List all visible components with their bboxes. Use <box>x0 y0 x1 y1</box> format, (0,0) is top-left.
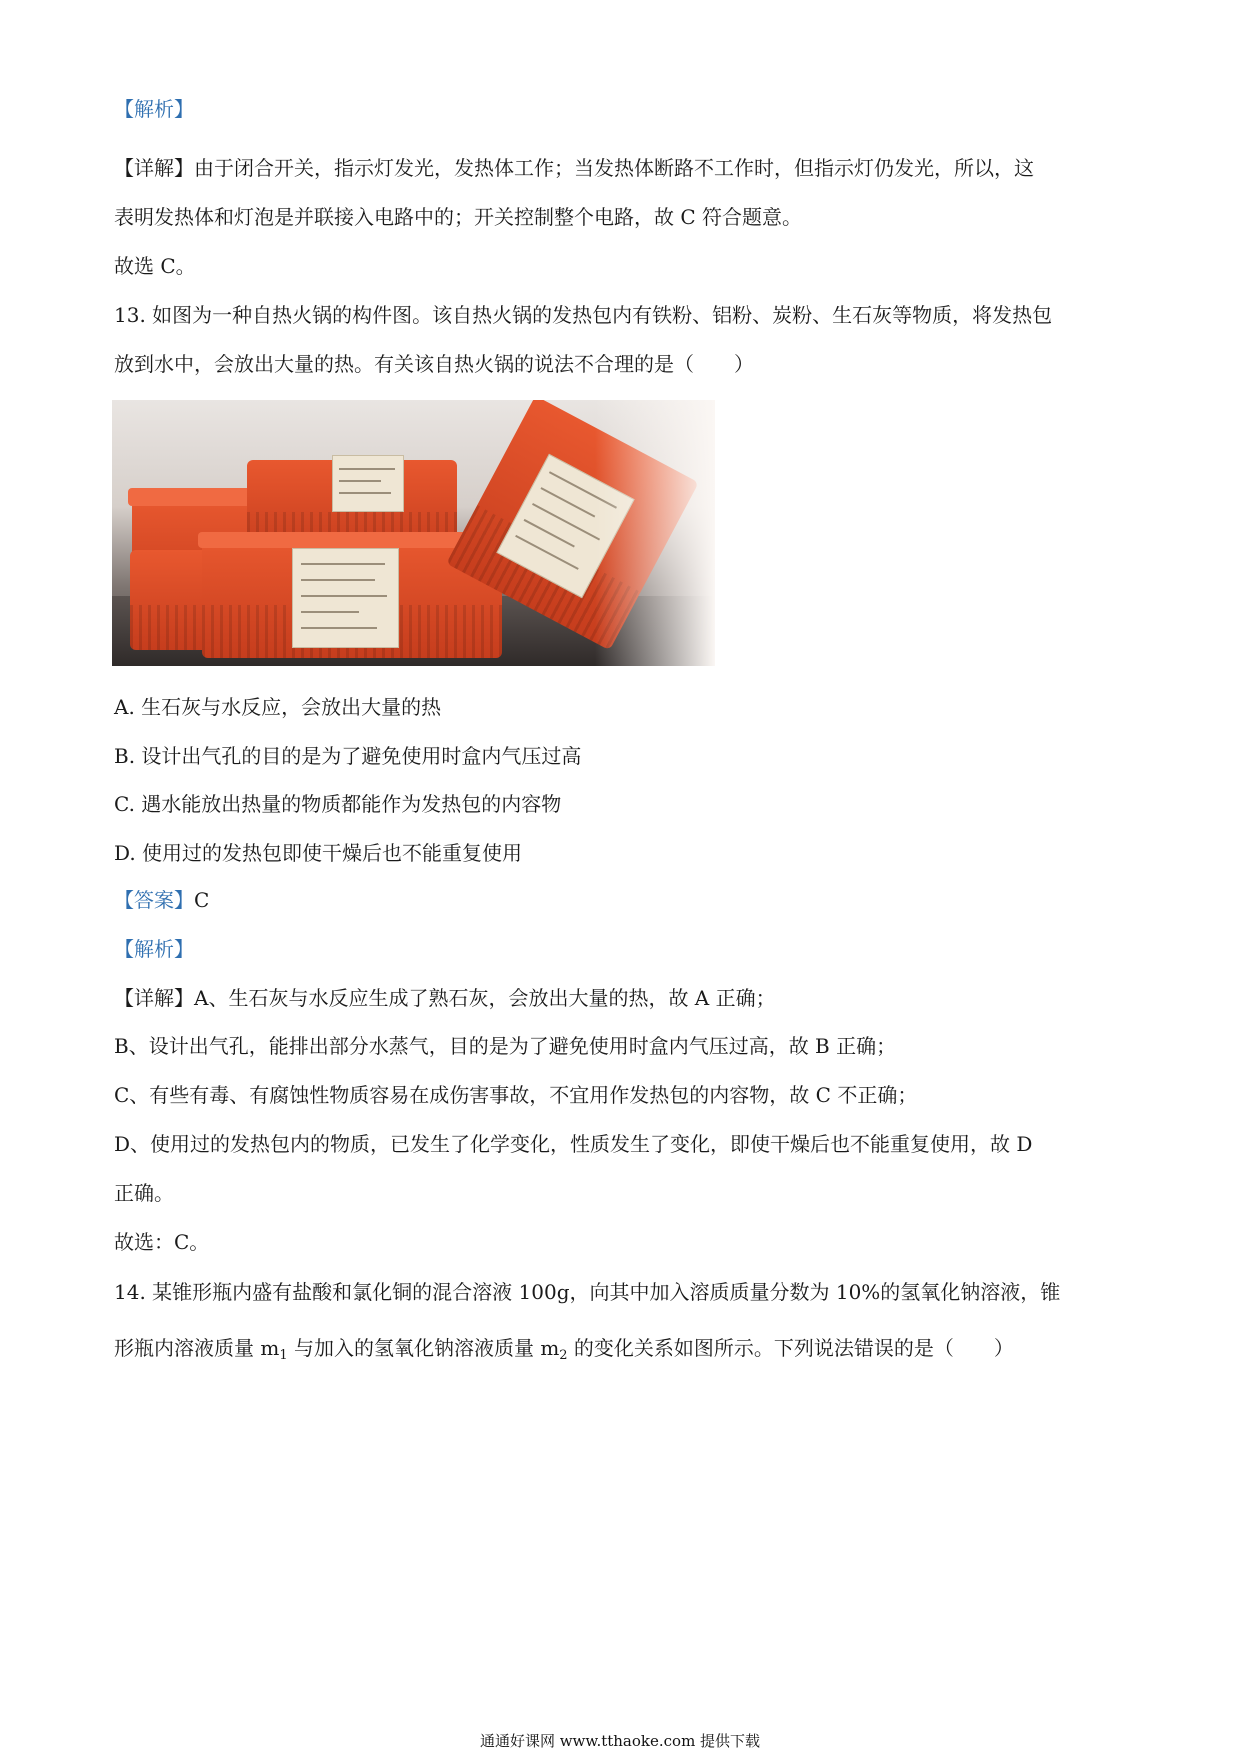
detail-label: 【详解】 <box>114 156 194 180</box>
page-footer: 通通好课网 www.tthaoke.com 提供下载 <box>479 1732 761 1750</box>
detail-line-1: 【详解】由于闭合开关，指示灯发光，发热体工作；当发热体断路不工作时，但指示灯仍发光，所以，这 <box>114 156 1034 180</box>
q13-detail-d-2: 正确。 <box>114 1181 174 1205</box>
q13-option-a: A. 生石灰与水反应，会放出大量的热 <box>114 695 442 719</box>
detail-line-2: 表明发热体和灯泡是并联接入电路中的；开关控制整个电路，故 C 符合题意。 <box>114 205 803 229</box>
detail-label: 【详解】 <box>114 986 194 1010</box>
subscript-1: 1 <box>279 1348 288 1363</box>
answer-label: 【答案】 <box>114 888 194 912</box>
q13-stem-line-2: 放到水中，会放出大量的热。有关该自热火锅的说法不合理的是（ ） <box>114 352 754 376</box>
answer-value: C <box>194 888 210 912</box>
self-heating-hotpot-photo <box>112 400 715 666</box>
q13-detail-b: B、设计出气孔，能排出部分水蒸气，目的是为了避免使用时盒内气压过高，故 B 正确； <box>114 1034 897 1058</box>
q14-stem-line-2: 形瓶内溶液质量 $m_1$ 与加入的氢氧化钠溶液质量 $m_2$ 的变化关系如图所示。下列说法错误的是（ ） <box>114 1336 1014 1363</box>
q13-detail-c: C、有些有毒、有腐蚀性物质容易在成伤害事故，不宜用作发热包的内容物，故 C 不正确； <box>114 1083 918 1107</box>
analysis-heading: 【解析】 <box>114 97 194 121</box>
q13-answer <box>114 884 1134 916</box>
q13-analysis-heading: 【解析】 <box>114 937 194 961</box>
product-label-front <box>292 548 399 648</box>
q13-option-d: D. 使用过的发热包即使干燥后也不能重复使用 <box>114 841 523 865</box>
q13-option-b: B. 设计出气孔的目的是为了避免使用时盒内气压过高 <box>114 744 582 768</box>
q13-detail-d-1: D、使用过的发热包内的物质，已发生了化学变化，性质发生了变化，即使干燥后也不能重复使用，故 D <box>114 1132 1033 1156</box>
q14-stem-line-1: 14. 某锥形瓶内盛有盐酸和氯化铜的混合溶液 100g，向其中加入溶质质量分数为 10%的氢氧化钠溶液，锥 <box>114 1280 1061 1304</box>
q13-choice: 故选：C。 <box>114 1230 210 1254</box>
q13-detail-a: 【详解】A、生石灰与水反应生成了熟石灰，会放出大量的热，故 A 正确； <box>114 986 776 1010</box>
q13-stem-line-1: 13. 如图为一种自热火锅的构件图。该自热火锅的发热包内有铁粉、铝粉、炭粉、生石灰等物质，将发热包 <box>114 303 1053 327</box>
subscript-2: 2 <box>559 1348 568 1363</box>
q13-option-c: C. 遇水能放出热量的物质都能作为发热包的内容物 <box>114 792 562 816</box>
product-label <box>332 455 404 512</box>
choice-line: 故选 C。 <box>114 254 196 278</box>
